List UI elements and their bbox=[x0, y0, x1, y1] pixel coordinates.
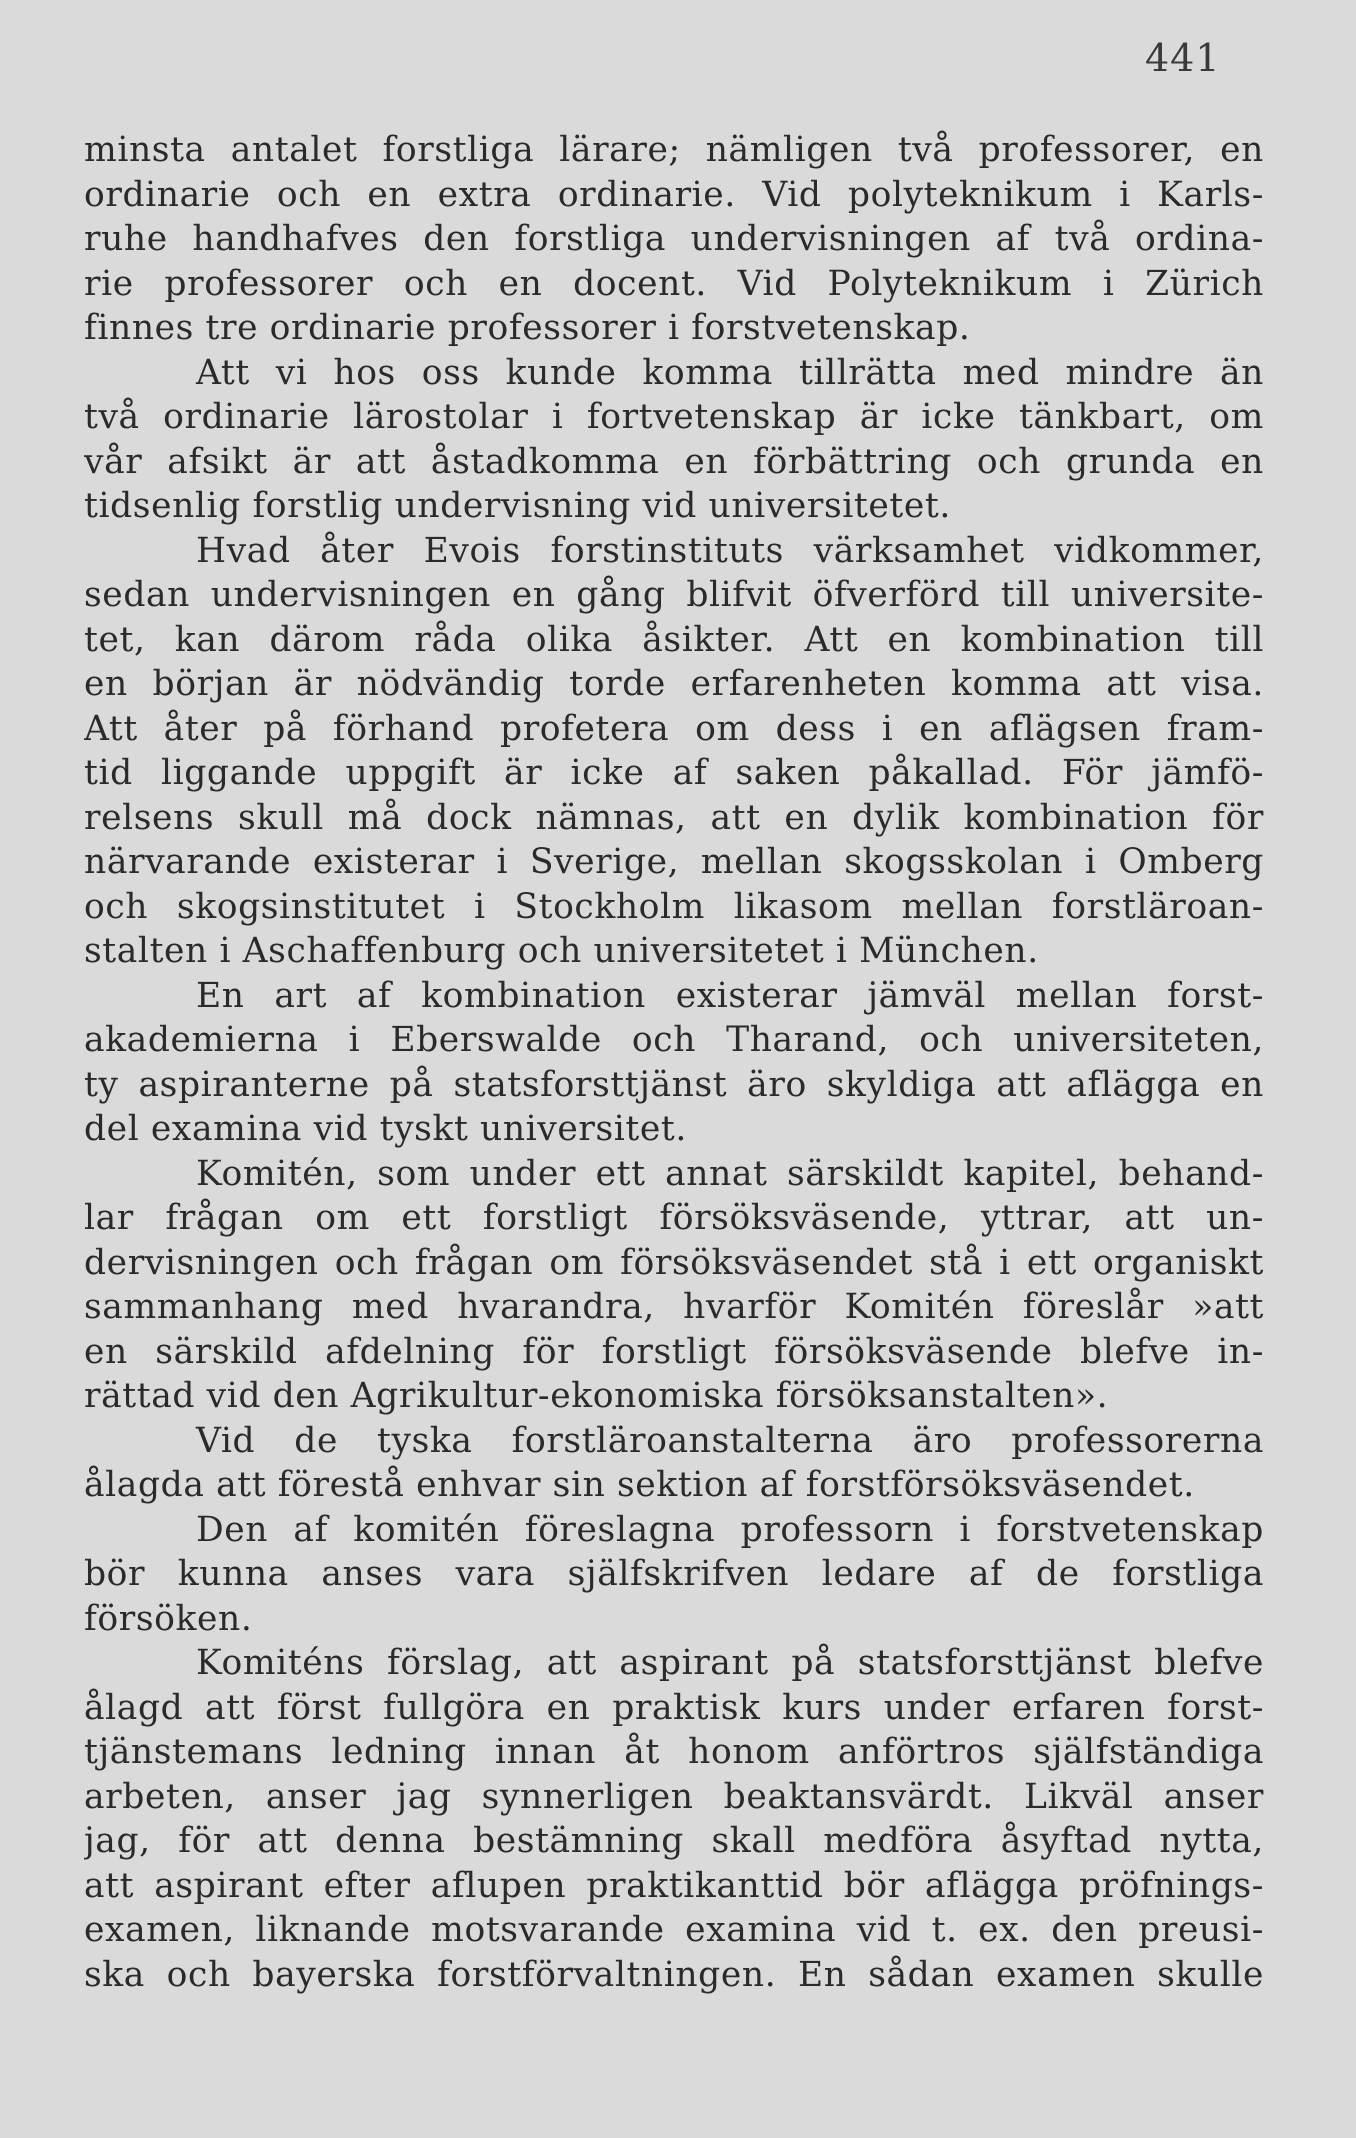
text-line: sammanhang med hvarandra, hvarför Komitén föreslår »att bbox=[84, 1287, 1264, 1327]
text-line: ålagd att först fullgöra en praktisk kurs under erfaren forst- bbox=[84, 1687, 1264, 1728]
text-line: ruhe handhafves den forstliga undervisningen af två ordina- bbox=[84, 219, 1264, 259]
text-line: bör kunna anses vara själfskrifven ledare af de forstliga bbox=[84, 1554, 1264, 1594]
text-line: tid liggande uppgift är icke af saken påkallad. För jämfö- bbox=[84, 753, 1264, 793]
text-line: vår afsikt är att åstadkomma en förbättring och grunda en bbox=[84, 441, 1264, 482]
text-line: en början är nödvändig torde erfarenheten komma att visa. bbox=[84, 664, 1264, 704]
text-line: en särskild afdelning för forstligt försöksväsende blefve in- bbox=[84, 1331, 1264, 1372]
text-line: ty aspiranterne på statsforsttjänst äro skyldiga att aflägga en bbox=[84, 1064, 1264, 1105]
text-line: dervisningen och frågan om försöksväsendet stå i ett organiskt bbox=[84, 1242, 1264, 1283]
text-line: akademierna i Eberswalde och Tharand, och universiteten, bbox=[84, 1020, 1264, 1060]
text-line: del examina vid tyskt universitet. bbox=[84, 1109, 687, 1149]
body-text bbox=[84, 128, 1264, 1997]
text-line: ska och bayerska forstförvaltningen. En sådan examen skulle bbox=[84, 1954, 1264, 1995]
text-line: jag, för att denna bestämning skall medföra åsyftad nytta, bbox=[84, 1821, 1264, 1861]
text-line: Att vi hos oss kunde komma tillrätta med mindre än bbox=[196, 352, 1264, 393]
text-line: stalten i Aschaffenburg och universitetet i München. bbox=[84, 931, 1039, 971]
page-number: 441 bbox=[1145, 36, 1221, 80]
text-line: försöken. bbox=[84, 1598, 253, 1639]
text-line: sedan undervisningen en gång blifvit öfverförd till universite- bbox=[84, 575, 1264, 615]
text-line: rättad vid den Agrikultur-ekonomiska försöksanstalten». bbox=[84, 1376, 1109, 1416]
text-line: ålagda att förestå enhvar sin sektion af forstförsöksväsendet. bbox=[84, 1465, 1195, 1505]
text-line: arbeten, anser jag synnerligen beaktansvärdt. Likväl anser bbox=[84, 1776, 1264, 1817]
text-line: finnes tre ordinarie professorer i forstvetenskap. bbox=[84, 308, 971, 348]
text-line: Komitén, som under ett annat särskildt kapitel, behand- bbox=[196, 1153, 1264, 1194]
text-line: lar frågan om ett forstligt försöksväsende, yttrar, att un- bbox=[84, 1198, 1264, 1238]
text-line: examen, liknande motsvarande examina vid t. ex. den preusi- bbox=[84, 1910, 1264, 1950]
text-line: att aspirant efter aflupen praktikanttid bör aflägga pröfnings- bbox=[84, 1865, 1264, 1906]
text-line: En art af kombination existerar jämväl mellan forst- bbox=[196, 975, 1264, 1016]
text-line: Komiténs förslag, att aspirant på statsforsttjänst blefve bbox=[196, 1643, 1264, 1683]
text-line: minsta antalet forstliga lärare; nämligen två professorer, en bbox=[84, 130, 1264, 170]
text-line: Vid de tyska forstläroanstalterna äro professorerna bbox=[196, 1420, 1264, 1461]
text-line: tidsenlig forstlig undervisning vid universitetet. bbox=[84, 486, 951, 526]
text-line: tjänstemans ledning innan åt honom anförtros själfständiga bbox=[84, 1732, 1264, 1772]
text-line: två ordinarie lärostolar i fortvetenskap är icke tänkbart, om bbox=[84, 397, 1264, 437]
text-line: tet, kan därom råda olika åsikter. Att en kombination till bbox=[84, 619, 1264, 660]
text-line: närvarande existerar i Sverige, mellan skogsskolan i Omberg bbox=[84, 842, 1264, 882]
text-line: Hvad åter Evois forstinstituts värksamhet vidkommer, bbox=[196, 530, 1264, 571]
text-line: och skogsinstitutet i Stockholm likasom mellan forstläroan- bbox=[84, 886, 1264, 927]
text-line: rie professorer och en docent. Vid Polyteknikum i Zürich bbox=[84, 263, 1264, 304]
text-line: relsens skull må dock nämnas, att en dylik kombination för bbox=[84, 797, 1264, 838]
text-line: Den af komitén föreslagna professorn i forstvetenskap bbox=[196, 1509, 1264, 1550]
text-line: Att åter på förhand profetera om dess i en aflägsen fram- bbox=[84, 708, 1264, 749]
text-line: ordinarie och en extra ordinarie. Vid polyteknikum i Karls- bbox=[84, 174, 1264, 215]
